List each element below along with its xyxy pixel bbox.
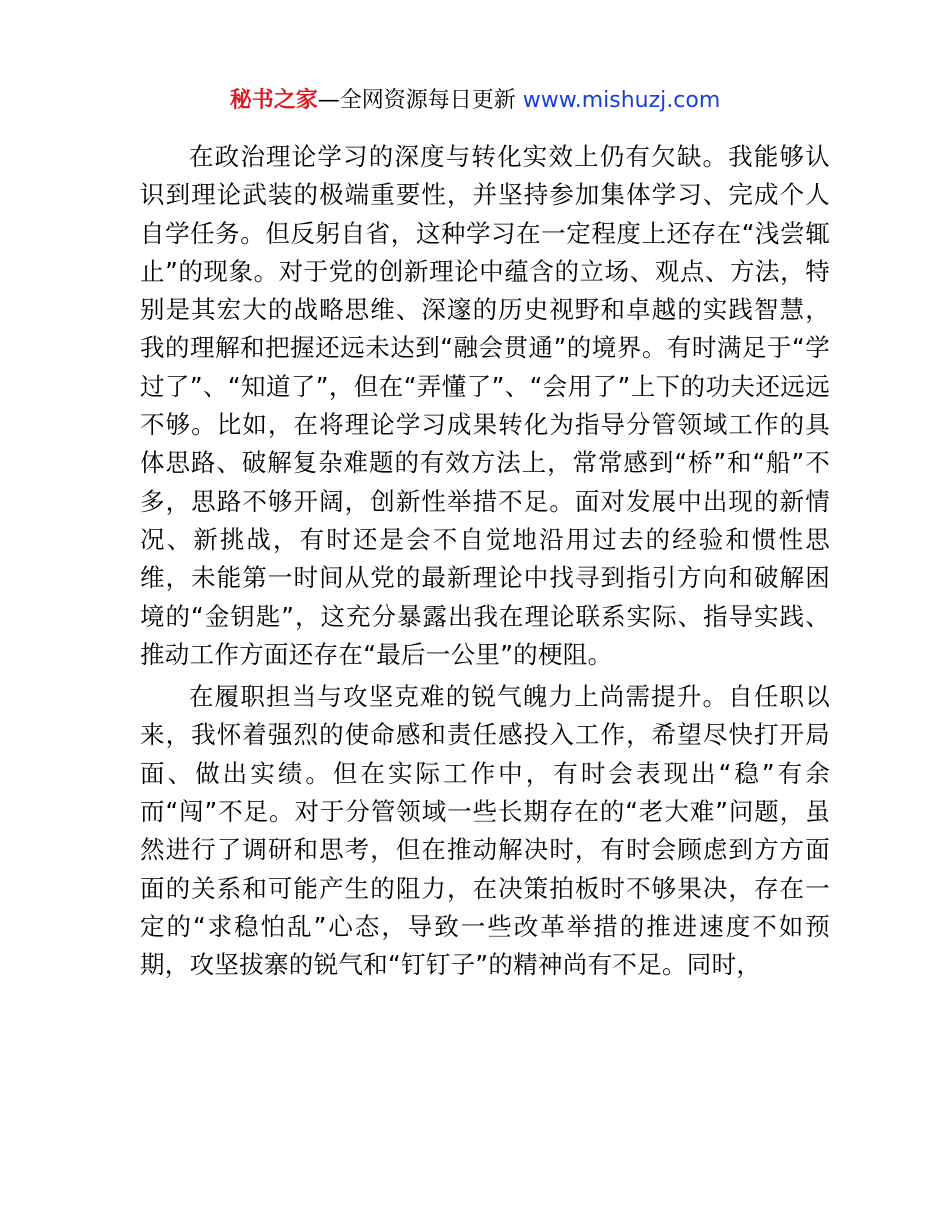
- document-body: [140, 138, 830, 989]
- header-tagline: —全网资源每日更新: [317, 88, 523, 113]
- brand-name: 秘书之家: [229, 88, 318, 113]
- page-header: [0, 86, 950, 116]
- paragraph-theory-study: 在政治理论学习的深度与转化实效上仍有欠缺。我能够认识到理论武装的极端重要性，并坚持参加集体学习、完成个人自学任务。但反躬自省，这种学习在一定程度上还存在“浅尝辄止”的现象。对于党的创新理论中蕴含的立场、观点、方法，特别是其宏大的战略思维、深邃的历史视野和卓越的实践智慧，我的理解和把握还远未达到“融会贯通”的境界。有时满足于“学过了”、“知道了”，但在“弄懂了”、“会用了”上下的功夫还远远不够。比如，在将理论学习成果转化为指导分管领域工作的具体思路、破解复杂难题的有效方法上，常常感到“桥”和“船”不多，思路不够开阔，创新性举措不足。面对发展中出现的新情况、新挑战，有时还是会不自觉地沿用过去的经验和惯性思维，未能第一时间从党的最新理论中找寻到指引方向和破解困境的“金钥匙”，这充分暴露出我在理论联系实际、指导实践、推动工作方面还存在“最后一公里”的梗阻。: [140, 142, 830, 669]
- site-url-link[interactable]: www.mishuzj.com: [522, 88, 721, 113]
- paragraph-duty-performance: 在履职担当与攻坚克难的锐气魄力上尚需提升。自任职以来，我怀着强烈的使命感和责任感投入工作，希望尽快打开局面、做出实绩。但在实际工作中，有时会表现出“稳”有余而“闯”不足。对于分管领域一些长期存在的“老大难”问题，虽然进行了调研和思考，但在推动解决时，有时会顾虑到方方面面的关系和可能产生的阻力，在决策拍板时不够果决，存在一定的“求稳怕乱”心态，导致一些改革举措的推进速度不如预期，攻坚拔寨的锐气和“钉钉子”的精神尚有不足。同时，: [140, 682, 830, 980]
